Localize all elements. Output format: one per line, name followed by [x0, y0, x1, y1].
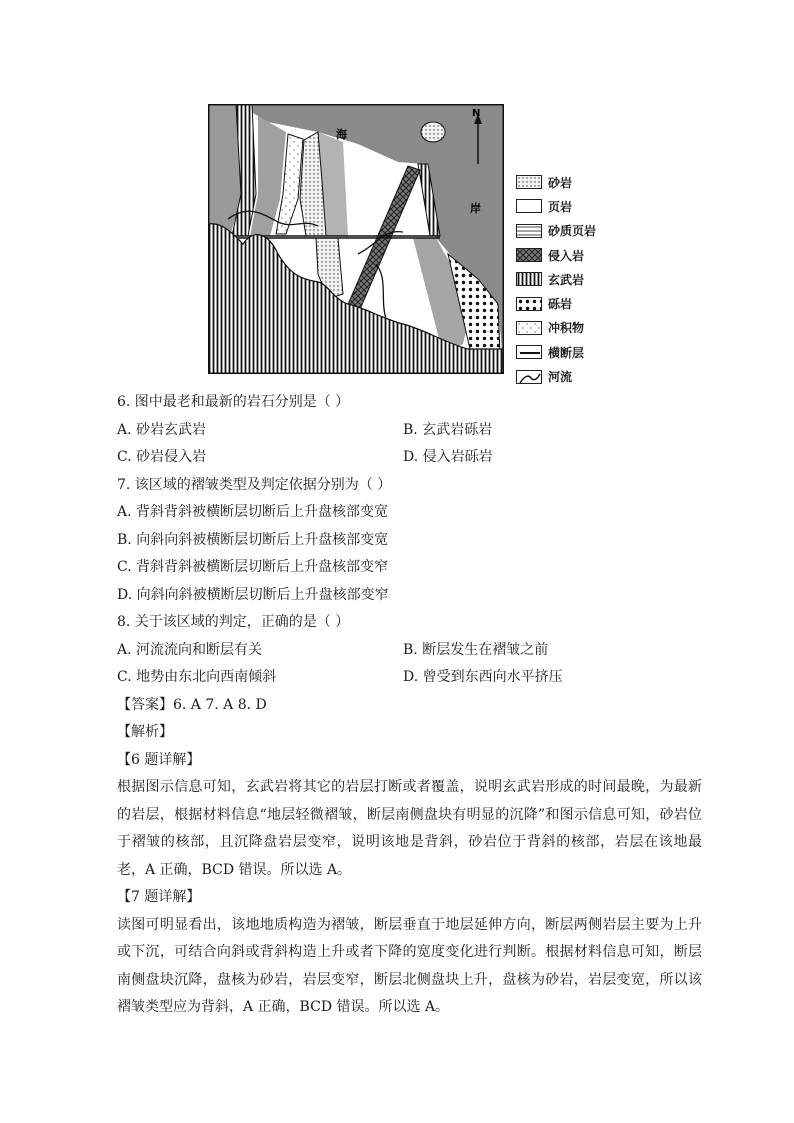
option-b: B. 断层发生在褶皱之前: [403, 641, 549, 658]
question-6-options-row-2: [117, 444, 697, 472]
question-8-options-row-1: [117, 637, 697, 665]
legend-sandy-shale: [516, 219, 616, 243]
north-label: N: [472, 108, 481, 119]
option-b: B. 玄武岩砾岩: [403, 421, 493, 438]
island: [421, 122, 445, 142]
option-c: C. 地势由东北向西南倾斜: [117, 669, 277, 685]
analysis-label: 【解析】: [117, 724, 173, 740]
legend-label: 砾岩: [548, 297, 573, 312]
legend-label: 冲积物: [548, 321, 585, 336]
shale-swatch: [516, 199, 542, 213]
river-swatch: [516, 370, 542, 384]
sea-label: 海: [336, 128, 347, 141]
legend-label: 河流: [548, 370, 573, 385]
conglomerate-swatch: [516, 297, 542, 311]
question-6-stem: 6. 图中最老和最新的岩石分别是（ ）: [117, 394, 350, 410]
legend-intrusive: [516, 243, 616, 267]
legend-river: [516, 364, 616, 388]
sandstone-swatch: [516, 175, 542, 189]
detail-7-text: 读图可明显看出，该地地质构造为褶皱，断层垂直于地层延伸方向，断层两侧岩层主要为上升或下沉，可结合向斜或背斜构造上升或者下降的宽度变化进行判断。根据材料信息可知，断层南侧盘块沉降，盘核为砂岩，岩层变窄，断层北侧盘块上升，盘核为砂岩，岩层变宽，所以该褶皱类型应为背斜，A 正确，BCD 错误。所以选 A。: [117, 916, 702, 1015]
option-d: D. 侵入岩砾岩: [403, 449, 493, 465]
legend-label: 横断层: [548, 345, 585, 360]
question-8-stem: 8. 关于该区域的判定，正确的是（ ）: [117, 614, 350, 630]
option-a: A. 背斜背斜被横断层切断后上升盘核部变宽: [117, 504, 389, 520]
sandy-shale-swatch: [516, 224, 542, 238]
question-8-options-row-2: [117, 664, 697, 692]
basalt-swatch: [516, 272, 542, 286]
legend-sandstone: [516, 170, 616, 194]
legend-shale: [516, 194, 616, 218]
option-d: D. 向斜向斜被横断层切断后上升盘核部变窄: [117, 586, 389, 603]
fault-swatch: [516, 345, 542, 359]
detail-6-text: 根据图示信息可知，玄武岩将其它的岩层打断或者覆盖，说明玄武岩形成的时间最晚，为最新的岩层，根据材料信息“地层轻微褶皱，断层南侧盘块有明显的沉降”和图示信息可知，砂岩位于褶皱的核部，且沉降盘岩层变窄，说明该地是背斜，砂岩位于背斜的核部，岩层在该地最老，A 正确，BCD 错误。所以选 A。: [117, 779, 702, 878]
detail-6-title: 【6 题详解】: [117, 751, 201, 768]
option-c: C. 砂岩侵入岩: [117, 449, 207, 465]
option-d: D. 曾受到东西向水平挤压: [403, 669, 563, 685]
map-legend: [516, 170, 616, 389]
legend-alluvium: [516, 316, 616, 340]
option-b: B. 向斜向斜被横断层切断后上升盘核部变宽: [117, 531, 389, 548]
legend-label: 页岩: [548, 199, 573, 214]
option-c: C. 背斜背斜被横断层切断后上升盘核部变窄: [117, 559, 389, 575]
legend-basalt: [516, 267, 616, 291]
questions-block: [117, 389, 702, 1022]
legend-label: 玄武岩: [548, 272, 585, 287]
answer-line: 【答案】6. A 7. A 8. D: [117, 696, 267, 713]
legend-fault: [516, 340, 616, 364]
question-7-stem: 7. 该区域的褶皱类型及判定依据分别为（ ）: [117, 476, 392, 493]
shore-label: 岸: [470, 202, 481, 215]
option-a: A. 砂岩玄武岩: [117, 421, 207, 438]
detail-7-title: 【7 题详解】: [117, 889, 201, 905]
alluvium-swatch: [516, 321, 542, 335]
legend-label: 砂质页岩: [548, 224, 597, 239]
legend-label: 砂岩: [548, 175, 573, 190]
intrusive-swatch: [516, 248, 542, 262]
geological-map: [208, 104, 504, 374]
option-a: A. 河流流向和断层有关: [117, 641, 263, 658]
question-6-options-row-1: [117, 417, 697, 445]
legend-conglomerate: [516, 291, 616, 315]
legend-label: 侵入岩: [548, 248, 585, 263]
